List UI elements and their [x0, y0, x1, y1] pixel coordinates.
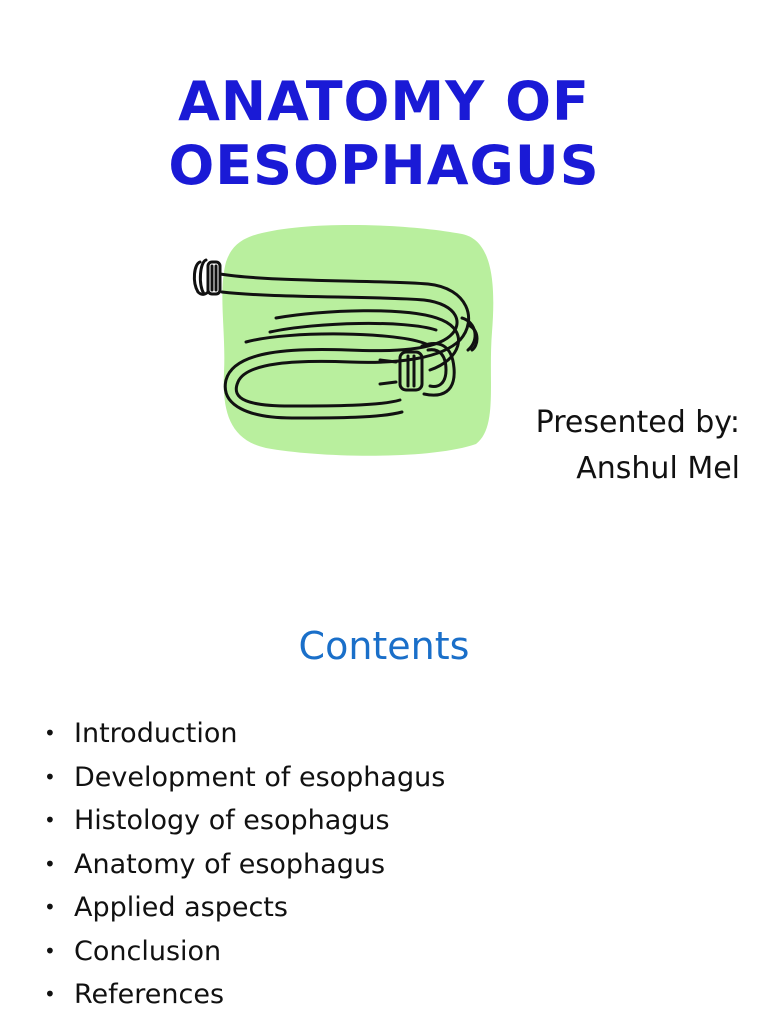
bullet-icon: • — [44, 851, 56, 876]
list-item — [42, 930, 445, 974]
bullet-icon: • — [44, 982, 56, 1006]
list-item — [42, 843, 445, 887]
list-item-label: Introduction — [74, 718, 238, 749]
list-item-label: Conclusion — [74, 935, 222, 967]
contents-heading: Contents — [298, 624, 470, 668]
bullet-icon: • — [44, 808, 56, 832]
title-line-1: ANATOMY OF — [178, 70, 590, 133]
coiled-hose-icon — [180, 222, 500, 458]
contents-list — [42, 712, 445, 1017]
bullet-icon: • — [44, 721, 56, 745]
bullet-icon: • — [44, 764, 56, 789]
list-item — [42, 886, 445, 930]
list-item — [42, 712, 445, 756]
list-item-label: Anatomy of esophagus — [74, 848, 386, 880]
presenter-name: Anshul Mel — [576, 451, 740, 486]
list-item-label: References — [74, 979, 225, 1010]
list-item-label: Histology of esophagus — [74, 805, 390, 836]
list-item — [42, 799, 445, 843]
title-line-2: OESOPHAGUS — [168, 134, 600, 197]
bullet-icon: • — [44, 895, 56, 919]
bullet-icon: • — [44, 938, 56, 963]
list-item-label: Applied aspects — [74, 892, 288, 923]
list-item-label: Development of esophagus — [74, 761, 446, 793]
presented-by-label: Presented by: — [535, 405, 740, 440]
presenter-block — [536, 400, 740, 492]
list-item — [42, 973, 445, 1017]
slide-title — [0, 70, 768, 198]
contents-slide — [0, 560, 768, 1024]
list-item — [42, 756, 445, 800]
